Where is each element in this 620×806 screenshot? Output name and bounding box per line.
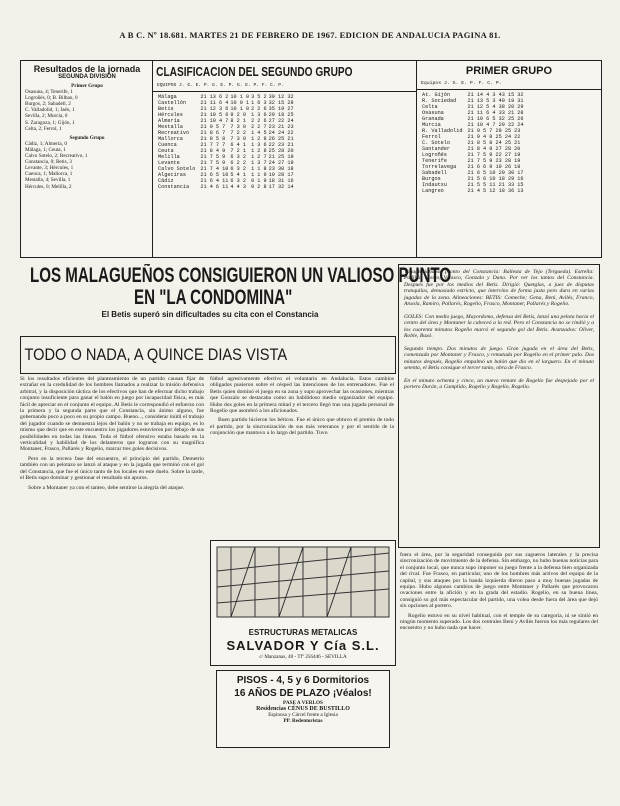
team-stats: 1 2 7 [251,154,267,161]
team-stats: 1 6 3 [251,100,267,107]
team-stats: 21 8 4 9 27 28 20 [467,146,521,153]
team-stats: 9 2 0 [230,112,246,119]
headline-line1: LOS MALAGUEÑOS CONSIGUIERON UN VALIOSO PUNTO [30,264,452,287]
team-stats: 21 6 6 9 19 26 18 [467,164,521,171]
result-line: Logroñés, 0; B. Bilbao, 0 [25,95,78,102]
team-stats: 7 2 1 [230,148,246,155]
standings-row [157,184,295,190]
result-line: Burgos, 2; Sabadell, 2 [25,101,71,108]
second-group-title: CLASIFICACION DEL SEGUNDO GRUPO [156,64,353,79]
group1-title: Primer Grupo [71,83,103,89]
team-name: Cuenca [158,142,177,149]
team-stats: 21 6 5 10 20 30 17 [467,170,524,177]
team-stats: 21 11 6 4 [200,100,229,107]
team-name: Hércules [158,112,183,119]
team-stats: 1 1 8 [251,166,267,173]
team-stats: 21 10 6 5 32 25 26 [467,116,524,123]
result-line: S. Zaragoza, 1; Gijón, 1 [25,119,75,126]
team-stats: 21 4 6 11 [200,184,229,191]
group1-list [21,89,153,132]
team-name: Tenerife [422,158,447,165]
team-name: Ceuta [158,148,174,155]
team-stats: 39 12 32 [268,94,294,101]
team-stats: 29 18 25 [268,112,294,119]
team-stats: 10 0 1 [230,100,250,107]
team-stats: 18 31 16 [268,178,294,185]
team-stats: 23 21 23 [268,124,294,131]
team-stats: 21 25 19 [268,154,294,161]
team-stats: 21 9 5 7 28 25 23 [467,128,521,135]
first-group-table [416,60,602,258]
team-stats: 17 32 14 [268,184,294,191]
team-name: Málaga [158,94,177,101]
team-stats: 21 8 5 8 24 25 21 [467,140,521,147]
match-report-text: Vanagloriándose pronto del Constancia: Ballesta de Tejo (Tergueda). Estrella: Padilla, Morro, Velasco, Gonzalo y Dano. Por ver los tantos del Constancia. Después fue por los medios del Betis. Dirigió: Quetglas, a juez de disputas tranquilas, demasiado estricto, que intervino de forma justa pero dura en varias jugadas de la zona. Alineaciones: BETIS: Comeche; Gena, Beni, Avilés, Franco, Ansola, Ramiro, Pallarés, Rogelio, Frasco, Montaner, Pallarés y Rogelio. GOLES: Con medio juego, Mayordomo, defensa del Betis, lanzó una pelota hacia el centro del área y Montaner la cabeceó a la red. Pero el Constancia no se rindió y a los cuarenta minutos Rogelio marcó el segundo gol del Betis. Avanzados: Oliver, Roble, Buxó. Segundo tiempo. Dos minutos de juego. Gran jugada en el área del Betis, comenzada por Montaner y Frasco, y rematada por Rogelio en el primer palo. Dos minutos después, Rogelio empalmó un balón que dio en el larguero. En el minuto setenta, el Betis consigue el tercer tanto, obra de Frasco. En el minuto ochenta y cinco, un nuevo remate de Rogelio fue despejado por el portero Durán, a Cumplido, Rogelio y Rogelio, Rogelio. [404,269,594,391]
team-name: Mallorca [158,136,183,143]
team-stats: 7 3 0 [230,124,246,131]
result-line: Cádiz, 1; Almería, 0 [25,140,67,147]
ad-pisos-line6: PP. Redentoristas [283,718,323,725]
team-stats: 21 8 6 7 [200,130,226,137]
group2-list [21,141,153,190]
ad-pisos-line2: 16 AÑOS DE PLAZO ¡Véalos! [234,688,372,699]
team-stats: 7 2 2 [230,130,246,137]
team-name: Burgos [422,176,441,183]
team-name: Langreo [422,188,444,195]
result-line: Constancia, 0; Betis, 3 [25,159,72,166]
ad-estructuras-brand: SALVADOR Y Cía S.L. [226,638,380,653]
column-2-text: fútbol agresivamente efectivo el voluntario en Andalucía. Estos cambios obligados pusieron sobre el césped las intenciones de los entrenadores. Fue el Betis quien dominó el juego en su zona y supo aprovechar las ocasiones, mientras que Gonzalo se destacaba como un habilidoso medio organizador del equipo. Hubo dos goles en la primera mitad y el tercero llegó tras una jugada personal de Rogelio que asombró a los aficionados. [210,376,394,415]
column-3-text: fuera el área, por la seguridad conseguida por sus zagueros laterales y la precisa sincronización de movimiento de la defensa. Sin embargo, no hubo buenas noticias para el conjunto local, que nunca supo imponer su juego frente a la defensa bien organizada del rival. Fue Frasco, en particular, uno de los hombres más activos del equipo de la capital, y sus ataques por la banda izquierda dieron paso a muy buenas jugadas de equipo. Hubo algunos cambios de juego entre Montaner y Pallarés que provocaron ovaciones entre la afición y en la grada del estadio. Rogelio, en su buena línea, consiguió su gol más espectacular del partido, una volea desde fuera del área que dejó sin opciones al portero. [400,552,598,610]
article-column-1 [20,376,204,796]
result-line: Sevilla, 2; Murcia, 0 [25,113,68,120]
ad-estructuras [210,540,396,666]
team-name: Celta [422,104,438,111]
team-name: Recreativo [158,130,190,137]
team-stats: 0 2 8 [251,184,267,191]
ad-pisos-line3: PASE A VERLOS [283,700,323,706]
team-stats: 24 24 22 [268,130,294,137]
team-stats: 24 27 19 [268,160,294,167]
team-stats: 6 4 1 [230,142,246,149]
team-stats: 25 28 20 [268,148,294,155]
team-stats: 21 8 5 8 [200,136,226,143]
team-stats: 21 6 5 10 [200,172,229,179]
team-name: Melilla [158,154,180,161]
team-name: Constancia [158,184,190,191]
team-stats: 21 9 4 8 25 24 22 [467,134,521,141]
team-stats: 21 13 5 3 40 19 31 [467,98,524,105]
team-name: Castellón [158,100,187,107]
first-group-columns: Equipos J. G. E. P. F. C. P. [417,79,601,90]
team-name: Ferrol [422,134,441,141]
team-stats: 5 4 1 [230,172,246,179]
team-name: Murcia [422,122,441,129]
team-stats: 8 2 1 [230,118,246,125]
ad-pisos-line1: PISOS - 4, 5 y 6 Dormitorios [236,675,370,686]
team-name: Almería [158,118,180,125]
second-group-table [152,60,418,258]
team-stats: 10 1 0 [230,106,250,113]
team-name: Osasuna [422,110,444,117]
team-stats: 1 1 9 [251,172,267,179]
team-stats: 21 5 5 11 21 33 15 [467,182,524,189]
second-group-columns: EQUIPOS J. G. E. P. G. E. P. G. E. P. F. C. P. [153,81,417,92]
team-stats: 6 3 2 [230,178,246,185]
team-name: Levante [158,160,180,167]
article-column-2 [210,376,394,536]
team-stats: 21 7 7 7 [200,142,226,149]
team-name: R. Sociedad [422,98,457,105]
ad-estructuras-line1: ESTRUCTURAS METALICAS [248,628,358,637]
team-name: Mestalla [158,124,183,131]
team-stats: 21 4 5 12 18 36 13 [467,188,524,195]
team-stats: 21 12 5 4 38 20 29 [467,104,524,111]
article-column-3 [400,552,598,796]
results-box [20,60,154,258]
team-name: Indautxu [422,182,447,189]
team-name: R. Valladolid [422,128,463,135]
team-stats: 21 10 4 7 29 22 24 [467,122,524,129]
team-stats: 3 5 2 [251,94,267,101]
results-subtitle: SEGUNDA DIVISION [58,74,116,80]
team-stats: 19 28 17 [268,172,294,179]
result-line: Levante, 3; Hércules, 1 [25,165,74,172]
team-name: C. Sotelo [422,140,451,147]
team-stats: 2 2 6 [251,118,267,125]
column-1-text: Si los resultados eficientes del planteamiento de un partido causan fijar de extrañar en la credulidad de los hombres llamados a realizar la misión defensiva arbitral, y la disposición táctica de los efectivos que han de efectuar dicho trabajo conjunto insuficiente para ganar el balón en juego por incapacidad física, es más fácil de apreciar en el conjunto el equipo. Al Betis le correspondió el esfuerzo con la primera y la segunda parte que el Constancia, sin ánimo alguno, fue gobernando poco a poco en su propio campo. Bueno..., considerar inútil el trabajo del jugador cuando se demuestra lejos del balón y no se trabaja en equipo, es lo mismo que decir que en este encuentro los jugadores estuvieron por debajo de sus posibilidades en todas las líneas. Toda el fútbol ofensivo estaba basado en la verticalidad y habilidad de los delanteros que lograron con su magnífica Montaner, Frasco, Pallarés y Rogelio, marcar tres goles decisivos. [20,376,204,453]
team-stats: 21 5 6 10 18 29 16 [467,176,524,183]
ad-pisos [216,670,390,748]
result-line: Hércules, 0; Melilla, 2 [25,183,72,190]
result-line: Osasuna, 4; Tenerife, 1 [25,89,73,96]
team-stats: 1 4 5 [251,130,267,137]
team-stats: 1 3 7 [251,160,267,167]
team-name: Granada [422,116,444,123]
team-stats: 1 2 8 [251,136,267,143]
team-stats: 21 7 5 9 [200,154,226,161]
result-line: Calvo Sotelo, 2; Recreativo, 1 [25,153,88,160]
team-stats: 26 25 21 [268,136,294,143]
boxed-title-text: TODO O NADA, A QUINCE DIAS VISTA [24,345,288,364]
first-group-rows [421,92,525,194]
page-header: A B C. Nº 18.681. MARTES 21 DE FEBRERO DE 1967. EDICION DE ANDALUCIA PAGINA 81. [119,30,501,40]
team-name: Torrelavega [422,164,457,171]
team-stats: 21 7 5 9 22 27 19 [467,152,521,159]
team-stats: 21 7 4 10 [200,166,229,173]
team-stats: 21 6 4 11 [200,178,229,185]
ad-estructuras-address: c/ Manzanas, 40 - Tfº 256446 - SEVILLA [259,654,347,660]
team-stats: 27 22 24 [268,118,294,125]
team-stats: 10 1 0 [230,94,250,101]
team-name: At. Gijón [422,92,451,99]
column-2-text-2: Buen partido hicieron los béticos. Fue el único que obtuvo el premio de todo el partido, por la sincronización de sus más veteranos y por el sentido de la conjunción que mantuvo a lo largo del partido. Tuvo [210,417,394,437]
team-stats: 21 7 5 9 [200,160,226,167]
team-stats: 4 4 3 [230,184,246,191]
team-stats: 21 14 4 3 43 15 32 [467,92,524,99]
headline-line2: EN "LA CONDOMINA" [134,286,293,309]
team-stats: 21 11 6 4 33 21 28 [467,110,524,117]
team-name: Sabadell [422,170,447,177]
team-stats: 7 3 0 [230,136,246,143]
team-name: Logroñés [422,152,447,159]
team-stats: 21 8 4 9 [200,148,226,155]
result-line: Cuenca, 1; Mallorca, 1 [25,171,73,178]
column-3-text-2: Rogelio estuvo en su nivel habitual, con el temple de su categoría, ni se sintió en ningún momento superado. Los dos centrales Beni y Avilés fueron los más regulares del encuentro y no hubo nada que hacer. [400,612,598,632]
standings-row [421,188,525,194]
ad-pisos-line4: Residencias CÉNUS DE BUSTILLO [256,706,350,713]
team-stats: 35 19 27 [268,106,294,113]
column-1-text-3: Sobre a Montaner ya con el tanteo, debe sentirse la alegría del ataque. [28,484,185,491]
team-stats: 1 3 6 [251,142,267,149]
team-stats: 1 3 6 [251,112,267,119]
ad-pisos-line5: Espinosa y Cárcel frente a Iglesia [268,712,338,719]
first-group-title: PRIMER GRUPO [465,65,553,77]
building-illustration [211,541,395,623]
team-name: Santander [422,146,451,153]
team-stats: 21 12 3 6 [200,106,229,113]
column-1-text-2: Pero en la tercera fase del encuentro, el principio del partido, Demetrio también con un pelotazo se lanzó al ataque y en la jugada que terminó con el gol del Constancia, que fue el único tanto de los locales en este duelo. Sobre la tarde, el Betis supo dominar y gestionar el resultado sin apuros. [20,455,204,482]
team-stats: 21 9 5 7 [200,124,226,131]
team-stats: 32 15 28 [268,100,294,107]
team-stats: 2 2 6 [251,106,267,113]
second-group-rows [157,94,295,190]
result-line: Mestalla, 4; Sevilla, 1 [25,177,71,184]
team-name: Algeciras [158,172,187,179]
boxed-title [20,336,396,374]
results-title: Resultados de la jornada [33,64,141,74]
result-line: C. Valladolid, 1; Jaén, 1 [25,107,75,114]
team-stats: 0 1 9 [251,178,267,185]
team-stats: 21 7 5 9 23 28 19 [467,158,521,165]
team-stats: 21 10 5 6 [200,112,229,119]
team-stats: 6 2 2 [230,160,246,167]
team-name: Cádiz [158,178,174,185]
team-stats: 21 13 6 2 [200,94,229,101]
match-report-box [398,264,600,548]
team-stats: 6 3 2 [230,154,246,161]
team-stats: 6 3 2 [230,166,246,173]
team-stats: 21 10 4 7 [200,118,229,125]
headline-sub: El Betis superó sin dificultades su cita con el Constancia [101,310,319,319]
team-name: Calvo Sotelo [158,166,196,173]
team-name: Betis [158,106,174,113]
result-line: Celta, 2; Ferrol, 1 [25,125,62,132]
team-stats: 22 23 21 [268,142,294,149]
group2-title: Segundo Grupo [69,134,105,141]
team-stats: 23 30 18 [268,166,294,173]
team-stats: 1 2 8 [251,148,267,155]
result-line: Málaga, 1; Ceuta, 1 [25,146,66,153]
team-stats: 2 2 7 [251,124,267,131]
